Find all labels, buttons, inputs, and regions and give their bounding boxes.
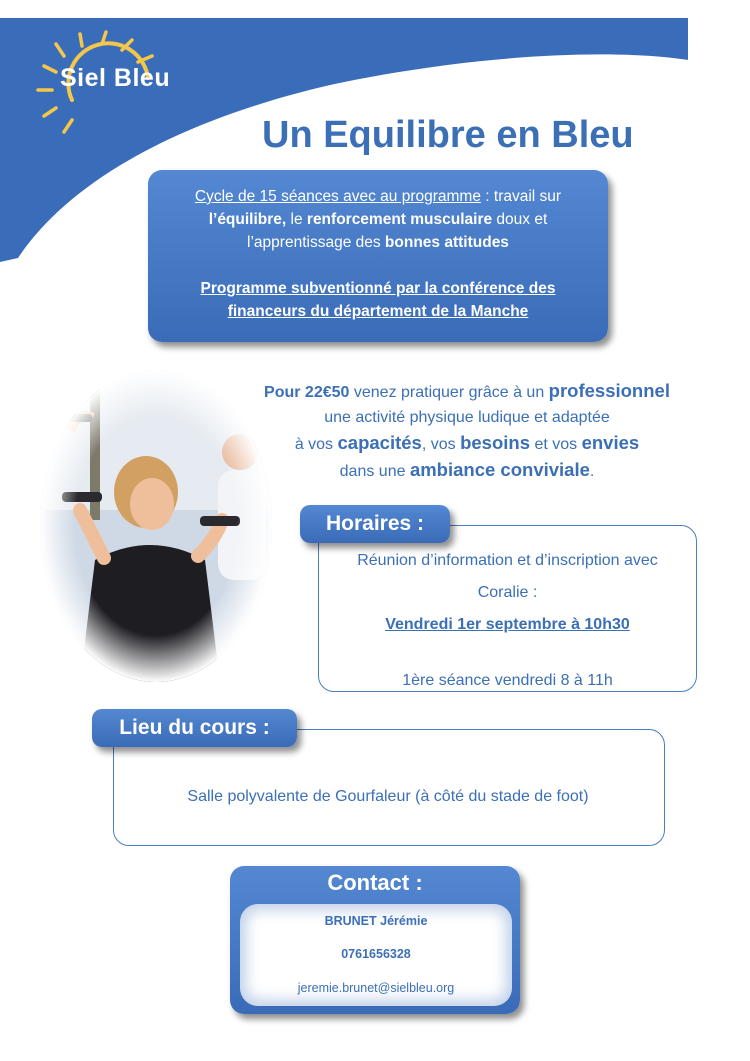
lieu-tab: Lieu du cours : <box>92 709 297 747</box>
offer-line-3: à vos capacités, vos besoins et vos envies <box>294 432 640 453</box>
contact-title: Contact : <box>327 870 423 895</box>
contact-phone[interactable]: 0761656328 <box>341 947 411 961</box>
horaires-line-2: Coralie : <box>477 584 538 601</box>
offer-text <box>228 378 706 484</box>
horaires-box <box>318 525 697 692</box>
offer-line-4: dans une ambiance conviviale. <box>339 459 595 480</box>
subsidy-line-2: financeurs du département de la Manche <box>227 303 529 320</box>
lieu-address: Salle polyvalente de Gourfaleur (à côté du stade de foot) <box>187 788 589 805</box>
first-session: 1ère séance vendredi 8 à 11h <box>402 672 613 689</box>
offer-line-1: Pour 22€50 venez pratiquer grâce à un professionnel <box>264 380 670 401</box>
program-line-2: l’équilibre, le renforcement musculaire doux et <box>208 211 548 228</box>
program-line-1: Cycle de 15 séances avec au programme : travail sur <box>194 188 562 205</box>
subsidy-line-1: Programme subventionné par la conférence des <box>200 280 556 297</box>
logo-text: Siel Bleu <box>60 64 171 92</box>
page-title: Un Equilibre en Bleu <box>262 114 634 156</box>
offer-line-2: une activité physique ludique et adaptée <box>324 409 610 426</box>
program-line-3: l’apprentissage des bonnes attitudes <box>247 234 509 251</box>
program-box <box>148 170 608 342</box>
horaires-line-1: Réunion d’information et d’inscription avec <box>357 552 658 569</box>
contact-name: BRUNET Jérémie <box>324 914 428 928</box>
horaires-date: Vendredi 1er septembre à 10h30 <box>385 616 630 633</box>
contact-email[interactable]: jeremie.brunet@sielbleu.org <box>297 981 455 995</box>
horaires-tab: Horaires : <box>300 505 450 543</box>
